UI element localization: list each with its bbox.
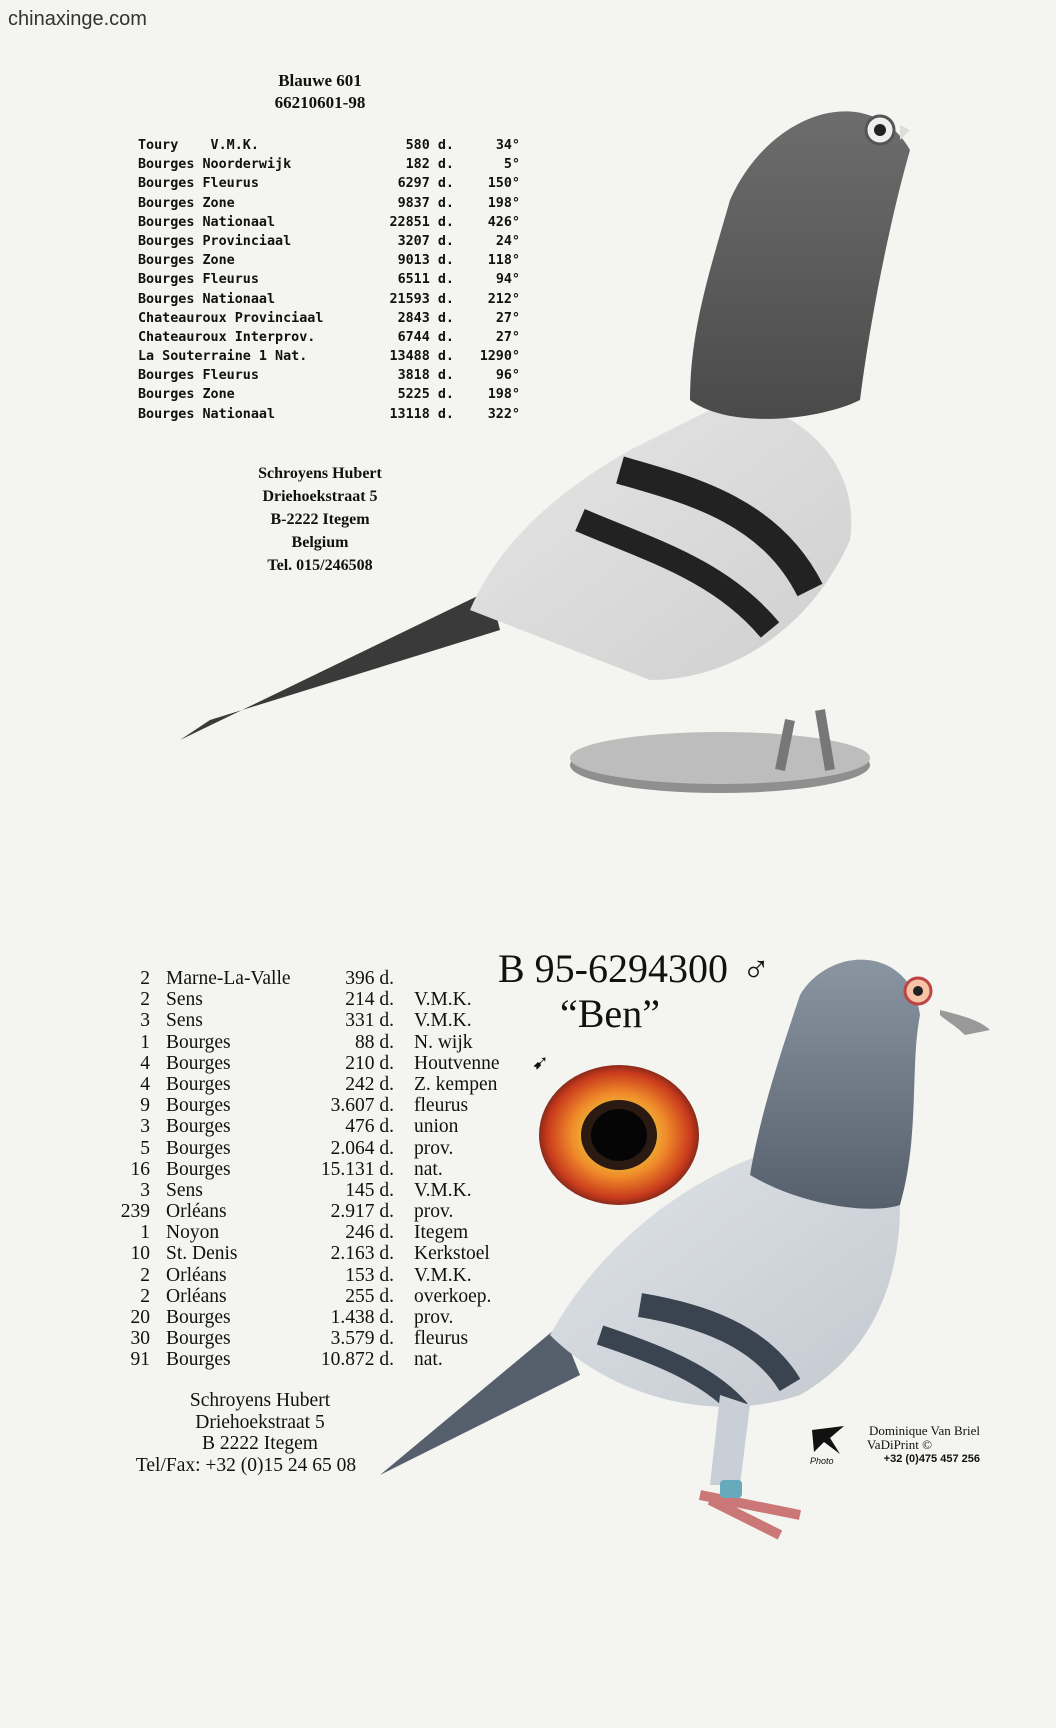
race-note: Z. kempen [414, 1073, 498, 1095]
race-place: 3 [140, 1010, 150, 1032]
race-place: 1290° [479, 349, 520, 365]
race-birds: 3.579 d. [330, 1328, 394, 1350]
race-name: Orléans [166, 1264, 227, 1286]
pigeon-ring-number: 66210601-98 [274, 93, 366, 112]
race-birds: 396 d. [345, 968, 394, 989]
race-name: Bourges [166, 1116, 231, 1138]
result-row [138, 155, 520, 174]
race-name: Marne-La-Valle [166, 968, 291, 989]
race-place: 1 [140, 1222, 150, 1244]
results-table-ben [100, 968, 500, 1371]
race-name: Bourges Fleurus [138, 176, 259, 192]
race-name: Sens [166, 989, 203, 1011]
race-note: V.M.K. [414, 989, 472, 1011]
race-place: 3 [140, 1179, 150, 1201]
race-birds: 246 d. [345, 1222, 394, 1244]
result-row [100, 989, 500, 1010]
race-note: nat. [414, 1158, 443, 1180]
race-name: Bourges Zone [138, 387, 235, 403]
race-note: prov. [414, 1201, 454, 1223]
race-birds: 13118 d. [389, 406, 454, 422]
result-row [100, 968, 500, 989]
race-birds: 88 d. [355, 1031, 394, 1053]
race-place: 239 [120, 1201, 150, 1223]
race-place: 96° [495, 368, 520, 384]
race-name: Bourges Noorderwijk [138, 157, 292, 173]
result-row [100, 1116, 500, 1137]
race-name: Bourges Nationaal [138, 406, 276, 422]
race-name: Orléans [166, 1201, 227, 1223]
race-birds: 22851 d. [389, 214, 454, 230]
race-place: 34° [495, 138, 520, 153]
race-name: Bourges Provinciaal [138, 233, 292, 249]
result-row [100, 1265, 500, 1286]
race-place: 2 [140, 989, 150, 1011]
race-birds: 15.131 d. [320, 1158, 394, 1180]
race-place: 2 [140, 1285, 150, 1307]
result-row [138, 194, 520, 213]
race-place: 322° [487, 406, 520, 422]
photographer-name: Dominique Van Briel [869, 1423, 980, 1438]
result-row [100, 1328, 500, 1349]
race-birds: 10.872 d. [320, 1349, 394, 1371]
race-birds: 580 d. [405, 138, 454, 153]
race-place: 1 [140, 1031, 150, 1053]
race-place: 150° [487, 176, 520, 192]
owner-city: B-2222 Itegem [270, 511, 370, 528]
race-note: Kerkstoel [414, 1243, 490, 1265]
race-birds: 2.163 d. [330, 1243, 394, 1265]
male-symbol-icon: ♂ [742, 949, 771, 991]
race-birds: 2.917 d. [330, 1201, 394, 1223]
race-birds: 3818 d. [397, 368, 454, 384]
result-row [138, 328, 520, 347]
owner-city: B 2222 Itegem [202, 1433, 318, 1454]
result-row [100, 1307, 500, 1328]
race-name: Bourges [166, 1073, 231, 1095]
watermark: chinaxinge.com [8, 8, 147, 30]
race-note: prov. [414, 1137, 454, 1159]
race-birds: 5225 d. [397, 387, 454, 403]
race-note: overkoep. [414, 1285, 492, 1307]
race-birds: 13488 d. [389, 349, 454, 365]
race-place: 5° [503, 157, 520, 173]
race-place: 9 [140, 1095, 150, 1117]
race-birds: 210 d. [345, 1052, 394, 1074]
race-name: Sens [166, 1010, 203, 1032]
race-birds: 6744 d. [397, 329, 454, 345]
race-name: Noyon [166, 1222, 220, 1244]
race-note: fleurus [414, 1328, 469, 1350]
race-birds: 9013 d. [397, 253, 454, 269]
race-note: V.M.K. [414, 1010, 472, 1032]
race-name: Bourges Zone [138, 195, 235, 211]
result-row [100, 1053, 500, 1074]
race-name: Chateauroux Interprov. [138, 329, 316, 345]
race-birds: 1.438 d. [330, 1307, 394, 1328]
race-note: prov. [414, 1307, 454, 1328]
result-row [100, 1201, 500, 1222]
race-birds: 255 d. [345, 1285, 394, 1307]
result-row [100, 1243, 500, 1264]
pigeon-eye-closeup [534, 1060, 704, 1210]
result-row [100, 1159, 500, 1180]
result-row [100, 1222, 500, 1243]
race-name: Bourges Fleurus [138, 368, 259, 384]
race-place: 94° [495, 272, 520, 288]
race-birds: 331 d. [345, 1010, 394, 1032]
race-birds: 2843 d. [397, 310, 454, 326]
arrow-mark-icon: ➹ [532, 1052, 549, 1074]
race-place: 3 [140, 1116, 150, 1138]
result-row [138, 405, 520, 424]
race-place: 24° [495, 233, 520, 249]
result-row [138, 251, 520, 270]
race-birds: 6297 d. [397, 176, 454, 192]
race-note: union [414, 1116, 459, 1138]
race-note: V.M.K. [414, 1179, 472, 1201]
result-row [138, 290, 520, 309]
race-place: 5 [140, 1137, 150, 1159]
result-row [138, 136, 520, 155]
race-name: Bourges [166, 1095, 231, 1117]
race-place: 27° [495, 329, 520, 345]
race-name: Toury V.M.K. [138, 138, 259, 153]
race-name: Bourges [166, 1158, 231, 1180]
race-place: 198° [487, 195, 520, 211]
results-table-blauwe [138, 136, 520, 424]
race-birds: 476 d. [345, 1116, 394, 1138]
race-note [394, 968, 414, 989]
race-note: Itegem [414, 1222, 469, 1244]
race-place: 10 [130, 1243, 150, 1265]
owner-country: Belgium [291, 534, 349, 551]
race-birds: 2.064 d. [330, 1137, 394, 1159]
race-place: 198° [487, 387, 520, 403]
race-name: Bourges [166, 1052, 231, 1074]
race-name: Bourges Fleurus [138, 272, 259, 288]
race-place: 91 [130, 1349, 150, 1371]
result-row [100, 1180, 500, 1201]
result-row [138, 347, 520, 366]
photo-label: Photo [810, 1456, 834, 1466]
result-row [138, 366, 520, 385]
result-row [100, 1138, 500, 1159]
photo-credit [810, 1424, 980, 1466]
owner-tel: Tel/Fax: +32 (0)15 24 65 08 [135, 1454, 357, 1476]
photographer-company: VaDiPrint © [866, 1437, 932, 1452]
race-place: 16 [130, 1158, 150, 1180]
race-place: 27° [495, 310, 520, 326]
race-place: 2 [140, 968, 150, 989]
race-note: fleurus [414, 1095, 469, 1117]
race-birds: 3.607 d. [330, 1095, 394, 1117]
race-place: 30 [130, 1328, 150, 1350]
owner-name: Schroyens Hubert [189, 1390, 331, 1411]
race-name: Bourges [166, 1328, 231, 1350]
race-name: Sens [166, 1179, 203, 1201]
race-note: nat. [414, 1349, 443, 1371]
result-row [100, 1349, 500, 1370]
result-row [138, 174, 520, 193]
race-place: 20 [130, 1307, 150, 1328]
race-place: 2 [140, 1264, 150, 1286]
race-name: St. Denis [166, 1243, 238, 1265]
owner-name: Schroyens Hubert [258, 465, 382, 482]
result-row [100, 1010, 500, 1031]
ring-number: B 95-6294300 [498, 946, 728, 991]
race-birds: 145 d. [345, 1179, 394, 1201]
race-birds: 182 d. [405, 157, 454, 173]
result-row [100, 1095, 500, 1116]
race-name: Chateauroux Provinciaal [138, 310, 324, 326]
result-row [100, 1074, 500, 1095]
race-name: La Souterraine 1 Nat. [138, 349, 308, 365]
race-name: Orléans [166, 1285, 227, 1307]
owner-address-2 [130, 1390, 390, 1476]
pigeon-name-ben: “Ben” [560, 991, 660, 1036]
result-row [138, 309, 520, 328]
race-place: 4 [140, 1073, 150, 1095]
race-note: Houtvenne [414, 1052, 500, 1074]
result-row [100, 1032, 500, 1053]
result-row [138, 213, 520, 232]
race-note: V.M.K. [414, 1264, 472, 1286]
result-row [138, 232, 520, 251]
race-name: Bourges Nationaal [138, 214, 276, 230]
race-name: Bourges Nationaal [138, 291, 276, 307]
race-name: Bourges [166, 1349, 231, 1371]
owner-street: Driehoekstraat 5 [262, 488, 378, 505]
owner-address-1 [220, 462, 420, 577]
race-name: Bourges [166, 1307, 231, 1328]
race-place: 118° [487, 253, 520, 269]
race-place: 4 [140, 1052, 150, 1074]
owner-tel: Tel. 015/246508 [267, 557, 373, 574]
result-row [138, 385, 520, 404]
owner-street: Driehoekstraat 5 [195, 1411, 325, 1433]
race-birds: 3207 d. [397, 233, 454, 249]
race-birds: 6511 d. [397, 272, 454, 288]
race-birds: 153 d. [345, 1264, 394, 1286]
race-place: 426° [487, 214, 520, 230]
race-birds: 9837 d. [397, 195, 454, 211]
result-row [138, 270, 520, 289]
pigeon-ring-number-ben [498, 945, 771, 992]
race-name: Bourges Zone [138, 253, 235, 269]
race-place: 212° [487, 291, 520, 307]
result-row [100, 1286, 500, 1307]
race-name: Bourges [166, 1137, 231, 1159]
photographer-phone: +32 (0)475 457 256 [883, 1453, 980, 1465]
race-birds: 21593 d. [389, 291, 454, 307]
pigeon-name: Blauwe 601 [278, 71, 362, 90]
race-birds: 214 d. [345, 989, 394, 1011]
race-note: N. wijk [414, 1031, 473, 1053]
race-birds: 242 d. [345, 1073, 394, 1095]
race-name: Bourges [166, 1031, 231, 1053]
